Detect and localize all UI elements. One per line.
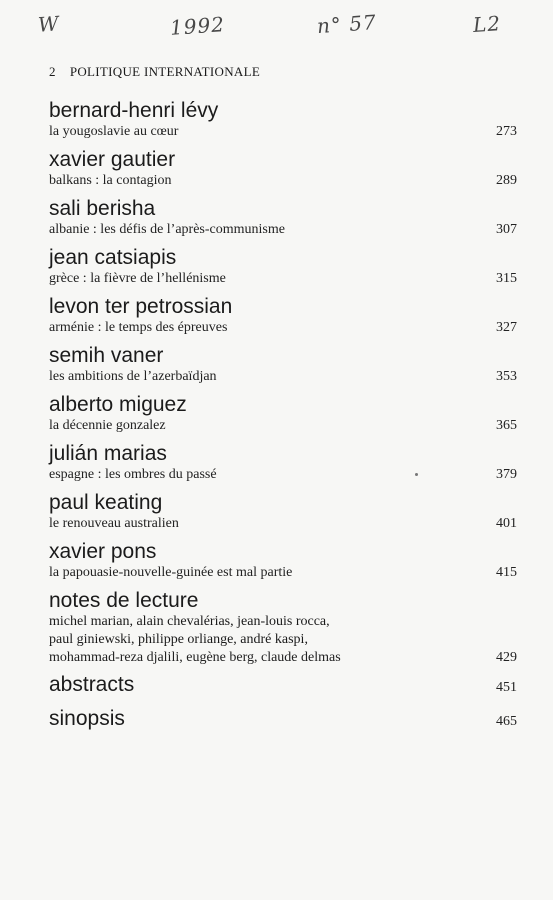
entry-author: xavier pons xyxy=(49,540,157,563)
entry-title: albanie : les défis de l’après-communisme xyxy=(49,222,285,237)
toc-entry-abstracts xyxy=(49,673,517,700)
entry-title: balkans : la contagion xyxy=(49,173,172,188)
entry-title: la décennie gonzalez xyxy=(49,418,166,433)
entry-title: la yougoslavie au cœur xyxy=(49,124,179,139)
entry-page: 465 xyxy=(496,714,517,729)
entry-author: bernard-henri lévy xyxy=(49,99,219,122)
toc-entry xyxy=(49,99,517,141)
entry-page: 451 xyxy=(496,680,517,695)
toc-entry xyxy=(49,491,517,533)
handwritten-code: L2 xyxy=(472,11,502,37)
entry-page: 327 xyxy=(496,320,517,335)
notes-authors-line: michel marian, alain chevalérias, jean-louis rocca, xyxy=(49,614,330,629)
toc-entry xyxy=(49,540,517,582)
toc-entry xyxy=(49,197,517,239)
toc-entry xyxy=(49,148,517,190)
notes-authors-line: mohammad-reza djalili, eugène berg, claude delmas xyxy=(49,650,341,665)
page-number: 2 xyxy=(49,64,56,79)
entry-title: le renouveau australien xyxy=(49,516,179,531)
entry-author: xavier gautier xyxy=(49,148,176,171)
toc-entry xyxy=(49,393,517,435)
running-head xyxy=(49,64,260,80)
handwritten-year: 1992 xyxy=(169,12,226,40)
entry-page: 365 xyxy=(496,418,517,433)
entry-page: 401 xyxy=(496,516,517,531)
scan-speck xyxy=(415,473,418,476)
entry-page: 429 xyxy=(496,650,517,665)
entry-author: julián marias xyxy=(49,442,167,465)
entry-author: levon ter petrossian xyxy=(49,295,233,318)
toc-entry-notes xyxy=(49,589,517,667)
entry-author: jean catsiapis xyxy=(49,246,177,269)
notes-heading: notes de lecture xyxy=(49,589,199,612)
publication-title: POLITIQUE INTERNATIONALE xyxy=(69,64,261,79)
handwritten-mark: W xyxy=(37,11,61,37)
entry-title: grèce : la fièvre de l’hellénisme xyxy=(49,271,226,286)
sinopsis-label: sinopsis xyxy=(49,707,125,730)
entry-page: 353 xyxy=(496,369,517,384)
toc-entry xyxy=(49,246,517,288)
entry-page: 315 xyxy=(496,271,517,286)
toc-entry xyxy=(49,295,517,337)
entry-title: les ambitions de l’azerbaïdjan xyxy=(49,369,217,384)
entry-page: 379 xyxy=(496,467,517,482)
entry-page: 273 xyxy=(496,124,517,139)
entry-page: 307 xyxy=(496,222,517,237)
abstracts-label: abstracts xyxy=(49,673,135,696)
entry-author: semih vaner xyxy=(49,344,164,367)
entry-title: la papouasie-nouvelle-guinée est mal partie xyxy=(49,565,293,580)
entry-author: alberto miguez xyxy=(49,393,187,416)
notes-authors-line: paul giniewski, philippe orliange, andré kaspi, xyxy=(49,632,308,647)
table-of-contents xyxy=(49,99,517,734)
toc-entry-sinopsis xyxy=(49,707,517,734)
entry-author: sali berisha xyxy=(49,197,156,220)
toc-entry xyxy=(49,344,517,386)
entry-title: arménie : le temps des épreuves xyxy=(49,320,228,335)
entry-page: 289 xyxy=(496,173,517,188)
entry-page: 415 xyxy=(496,565,517,580)
entry-author: paul keating xyxy=(49,491,163,514)
toc-entry xyxy=(49,442,517,484)
entry-title: espagne : les ombres du passé xyxy=(49,467,217,482)
handwritten-issue-number: n° 57 xyxy=(316,9,378,39)
handwritten-annotations xyxy=(0,10,553,44)
